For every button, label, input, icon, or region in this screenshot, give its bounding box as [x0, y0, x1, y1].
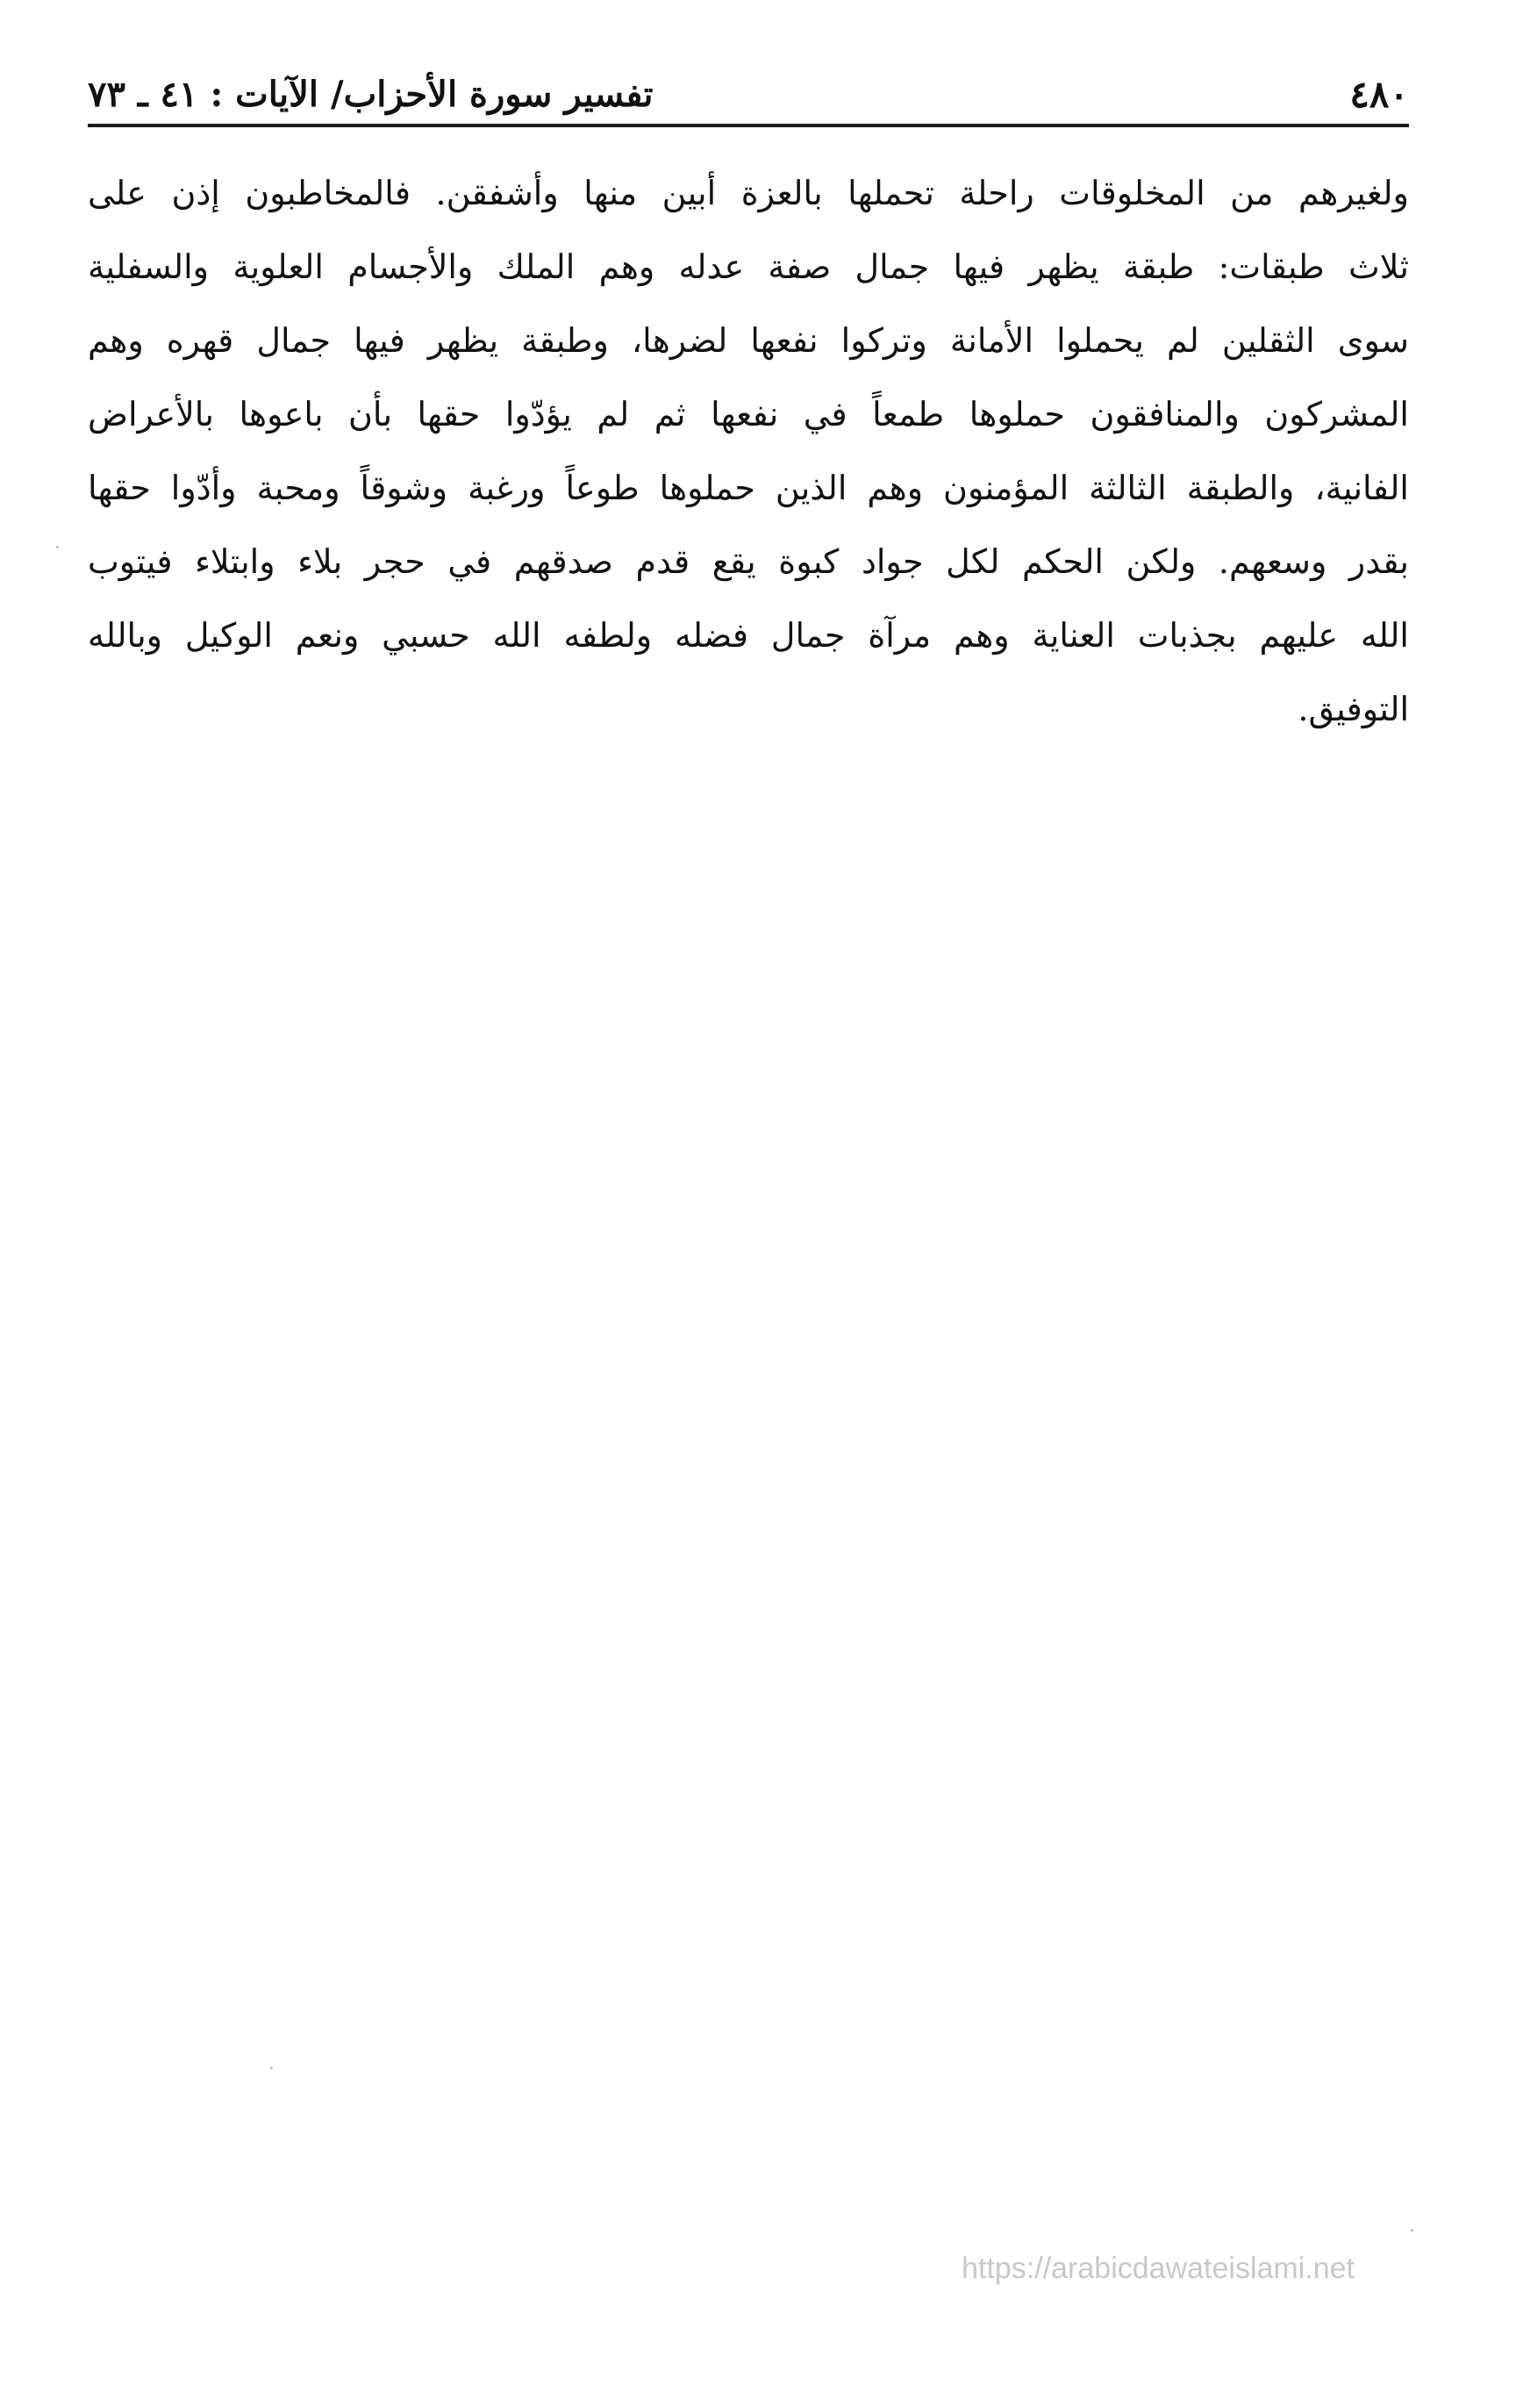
- text-line: المشركون والمنافقون حملوها طمعاً في نفعها ثم لم يؤدّوا حقها بأن باعوها بالأعراض: [88, 395, 1409, 434]
- text-line: ثلاث طبقات: طبقة يظهر فيها جمال صفة عدله وهم الملك والأجسام العلوية والسفلية: [88, 247, 1409, 286]
- watermark-url: https://arabicdawateislami.net: [962, 2252, 1355, 2285]
- running-title: تفسير سورة الأحزاب/ الآيات : ٤١ ـ ٧٣: [88, 73, 654, 115]
- text-line: الفانية، والطبقة الثالثة المؤمنون وهم الذين حملوها طوعاً ورغبة وشوقاً ومحبة وأدّوا حقها: [88, 469, 1409, 507]
- header-rule: [88, 124, 1409, 127]
- page-header: [88, 63, 1409, 125]
- page-number: ٤٨٠: [1349, 72, 1409, 116]
- text-line: الله عليهم بجذبات العناية وهم مرآة جمال فضله ولطفه الله حسبي ونعم الوكيل وبالله: [88, 616, 1409, 655]
- text-line: ولغيرهم من المخلوقات راحلة تحملها بالعزة أبين منها وأشفقن. فالمخاطبون إذن على: [88, 174, 1409, 212]
- scan-speck: [56, 546, 59, 548]
- body-text: [88, 156, 1409, 746]
- text-line: سوى الثقلين لم يحملوا الأمانة وتركوا نفعها لضرها، وطبقة يظهر فيها جمال قهره وهم: [88, 321, 1409, 360]
- text-line-last: التوفيق.: [1298, 690, 1409, 728]
- scan-speck: [270, 2067, 273, 2069]
- text-line: بقدر وسعهم. ولكن الحكم لكل جواد كبوة يقع قدم صدقهم في حجر بلاء وابتلاء فيتوب: [88, 542, 1409, 581]
- scan-speck: [1411, 2229, 1413, 2232]
